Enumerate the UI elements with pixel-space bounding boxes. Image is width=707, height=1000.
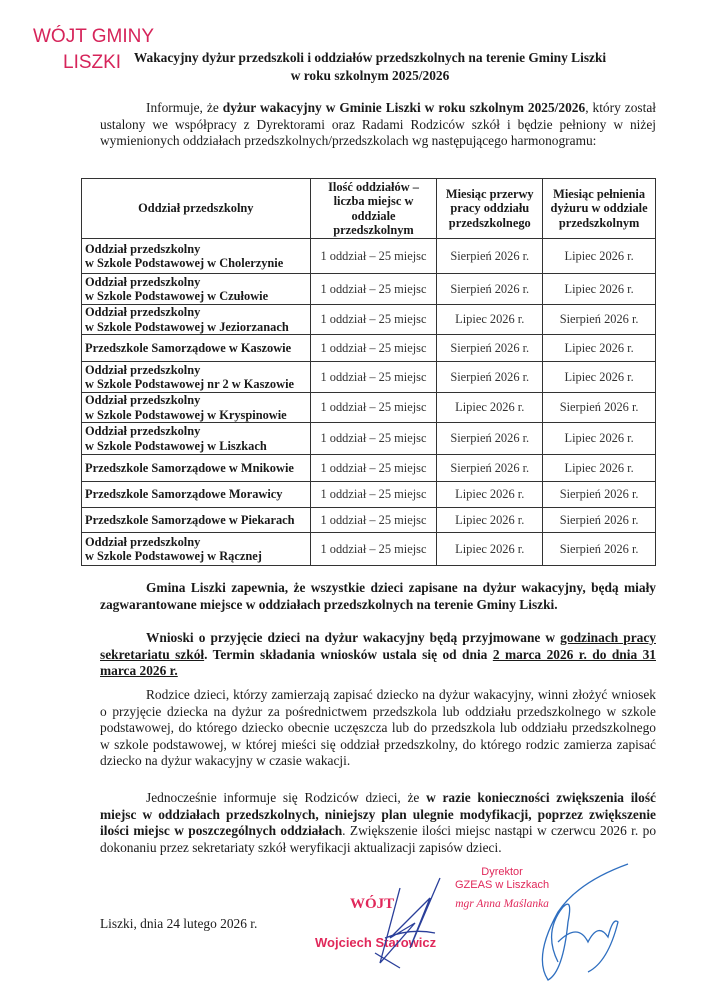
- oddzial-name-line-1: Przedszkole Samorządowe Morawicy: [85, 487, 283, 502]
- cell-ilosc: 1 oddział – 25 miejsc: [310, 455, 437, 482]
- cell-oddzial: [82, 508, 311, 533]
- header-przerwa: Miesiąc przerwy pracy oddziału przedszkolnego: [437, 179, 543, 239]
- cell-dyzur: Sierpień 2026 r.: [543, 482, 656, 508]
- cell-przerwa: Sierpień 2026 r.: [437, 239, 543, 274]
- cell-dyzur: Lipiec 2026 r.: [543, 239, 656, 274]
- director-stamp-line-2: GZEAS w Liszkach: [455, 879, 550, 891]
- cell-przerwa: Lipiec 2026 r.: [437, 533, 543, 566]
- table-header-row: [82, 179, 656, 239]
- parents-paragraph: Rodzice dzieci, którzy zamierzają zapisać dziecko na dyżur wakacyjny, winni złożyć wniosek o przyjęcie dziecka na dyżur za pośrednictwem przedszkola lub oddziału przedszkolnego w szkole podstawowej, do którego dziecko obecnie uczęszcza lub do przedszkola lub oddziału przedszkolnego w szkole podstawowej, w której mieści się oddział przedszkolny, do którego rodzic zamierza zapisać dziecko na dyżur wakacyjny w czasie wakacji.: [100, 687, 656, 768]
- cell-dyzur: Sierpień 2026 r.: [543, 508, 656, 533]
- oddzial-name-line-2: w Szkole Podstawowej w Czułowie: [85, 289, 269, 303]
- director-stamp-line-1: Dyrektor: [481, 866, 523, 878]
- cell-oddzial: [82, 423, 311, 455]
- cell-dyzur: Sierpień 2026 r.: [543, 533, 656, 566]
- date-place: Liszki, dnia 24 lutego 2026 r.: [100, 916, 258, 931]
- cell-ilosc: 1 oddział – 25 miejsc: [310, 482, 437, 508]
- cell-przerwa: Lipiec 2026 r.: [437, 482, 543, 508]
- table-row: [82, 305, 656, 335]
- cell-dyzur: Lipiec 2026 r.: [543, 455, 656, 482]
- modification-text-b: . Zwiększenie ilości miejsc nastąpi w czerwcu 2026 r. po dokonaniu przez sekretariaty szkół weryfikacji aktualizacji zapisów dzieci.: [100, 823, 657, 855]
- intro-prefix: Informuje, że: [146, 100, 223, 115]
- title-line-1: Wakacyjny dyżur przedszkoli i oddziałów przedszkolnych na terenie Gminy Liszki: [133, 50, 607, 65]
- oddzial-name-line-1: Przedszkole Samorządowe w Mnikowie: [85, 460, 294, 475]
- guarantee-paragraph: Gmina Liszki zapewnia, że wszystkie dzieci zapisane na dyżur wakacyjny, będą miały zagwarantowane miejsce w oddziałach przedszkolnych na terenie Gminy Liszki.: [100, 580, 656, 612]
- header-ilosc: Ilość oddziałów – liczba miejsc w oddziale przedszkolnym: [310, 179, 437, 239]
- oddzial-name-line-1: Oddział przedszkolny: [85, 393, 201, 407]
- applications-paragraph: [100, 630, 656, 680]
- oddzial-name-line-2: w Szkole Podstawowej nr 2 w Kaszowie: [85, 377, 295, 391]
- header-dyzur: Miesiąc pełnienia dyżuru w oddziale przedszkolnym: [543, 179, 656, 239]
- oddzial-name-line-2: w Szkole Podstawowej w Cholerzynie: [85, 256, 284, 270]
- applications-hours: godzinach pracy sekretariatu szkół: [100, 630, 656, 662]
- intro-paragraph: [100, 100, 656, 150]
- applications-text-b: . Termin składania wniosków ustala się od dnia: [204, 646, 493, 662]
- modification-paragraph: [100, 790, 656, 856]
- header-oddzial: Oddział przedszkolny: [82, 179, 311, 239]
- cell-oddzial: [82, 393, 311, 423]
- cell-oddzial: [82, 455, 311, 482]
- modification-bold: w razie konieczności zwiększenia ilość miejsc w oddziałach przedszkolnych, niniejszy plan ulegnie modyfikacji, poprzez zwiększenie ilości miejsc w poszczególnych oddziałach: [100, 790, 656, 838]
- cell-dyzur: Lipiec 2026 r.: [543, 335, 656, 362]
- cell-oddzial: [82, 533, 311, 566]
- cell-dyzur: Lipiec 2026 r.: [543, 274, 656, 305]
- table-row: [82, 335, 656, 362]
- cell-przerwa: Sierpień 2026 r.: [437, 455, 543, 482]
- wojt-signature-icon: [370, 868, 450, 973]
- oddzial-name-line-1: Oddział przedszkolny: [85, 362, 201, 377]
- oddzial-name-line-1: Oddział przedszkolny: [85, 241, 201, 256]
- cell-przerwa: Sierpień 2026 r.: [437, 274, 543, 305]
- oddzial-name-line-2: w Szkole Podstawowej w Rącznej: [85, 549, 262, 563]
- cell-przerwa: Sierpień 2026 r.: [437, 362, 543, 393]
- cell-przerwa: Lipiec 2026 r.: [437, 393, 543, 423]
- wojt-stamp-name: Wojciech Starowicz: [315, 935, 437, 950]
- table-row: [82, 393, 656, 423]
- cell-przerwa: Sierpień 2026 r.: [437, 423, 543, 455]
- oddzial-name-line-1: Oddział przedszkolny: [85, 534, 201, 549]
- oddzial-name-line-1: Oddział przedszkolny: [85, 305, 201, 319]
- cell-dyzur: Lipiec 2026 r.: [543, 423, 656, 455]
- table-row: [82, 508, 656, 533]
- table-row: [82, 274, 656, 305]
- document-title: [100, 49, 640, 85]
- oddzial-name-line-1: Oddział przedszkolny: [85, 424, 201, 438]
- table-row: [82, 482, 656, 508]
- table-row: [82, 533, 656, 566]
- cell-ilosc: 1 oddział – 25 miejsc: [310, 305, 437, 335]
- cell-ilosc: 1 oddział – 25 miejsc: [310, 508, 437, 533]
- oddzial-name-line-1: Przedszkole Samorządowe w Kaszowie: [85, 340, 292, 355]
- cell-ilosc: 1 oddział – 25 miejsc: [310, 362, 437, 393]
- oddzial-name-line-1: Przedszkole Samorządowe w Piekarach: [85, 512, 295, 527]
- cell-oddzial: [82, 482, 311, 508]
- intro-bold: dyżur wakacyjny w Gminie Liszki w roku szkolnym 2025/2026: [222, 100, 586, 115]
- intro-suffix: , który został ustalony we współpracy z Dyrektorami oraz Radami Rodziców szkół i będzie pełniony w niżej wymienionych oddziałach przedszkolnych/przedszkolach wg następującego harmonogramu:: [100, 100, 656, 148]
- cell-oddzial: [82, 335, 311, 362]
- cell-przerwa: Lipiec 2026 r.: [437, 305, 543, 335]
- oddzial-name-line-2: w Szkole Podstawowej w Jeziorzanach: [85, 319, 289, 334]
- cell-ilosc: 1 oddział – 25 miejsc: [310, 274, 437, 305]
- cell-dyzur: Sierpień 2026 r.: [543, 305, 656, 335]
- cell-ilosc: 1 oddział – 25 miejsc: [310, 423, 437, 455]
- table-row: [82, 455, 656, 482]
- cell-oddzial: [82, 362, 311, 393]
- title-line-2: w roku szkolnym 2025/2026: [290, 68, 450, 83]
- schedule-table: [81, 178, 656, 566]
- applications-deadline: 2 marca 2026 r. do dnia 31 marca 2026 r.: [100, 646, 656, 678]
- cell-ilosc: 1 oddział – 25 miejsc: [310, 239, 437, 274]
- cell-oddzial: [82, 239, 311, 274]
- cell-oddzial: [82, 274, 311, 305]
- wojt-stamp-title: WÓJT: [350, 896, 395, 912]
- cell-przerwa: Sierpień 2026 r.: [437, 335, 543, 362]
- applications-text-a: Wnioski o przyjęcie dzieci na dyżur wakacyjny będą przyjmowane w: [146, 630, 561, 645]
- logo-line-2: LISZKI: [63, 52, 122, 73]
- director-signature-icon: [518, 862, 638, 987]
- cell-przerwa: Lipiec 2026 r.: [437, 508, 543, 533]
- cell-ilosc: 1 oddział – 25 miejsc: [310, 335, 437, 362]
- cell-ilosc: 1 oddział – 25 miejsc: [310, 533, 437, 566]
- cell-ilosc: 1 oddział – 25 miejsc: [310, 393, 437, 423]
- table-row: [82, 362, 656, 393]
- modification-text-a: Jednocześnie informuje się Rodziców dzieci, że: [146, 790, 427, 805]
- oddzial-name-line-2: w Szkole Podstawowej w Kryspinowie: [85, 407, 287, 422]
- table-row: [82, 239, 656, 274]
- cell-dyzur: Lipiec 2026 r.: [543, 362, 656, 393]
- logo-line-1: WÓJT GMINY: [33, 26, 155, 47]
- director-stamp-name: mgr Anna Maślanka: [455, 898, 549, 910]
- oddzial-name-line-1: Oddział przedszkolny: [85, 274, 201, 289]
- cell-oddzial: [82, 305, 311, 335]
- table-row: [82, 423, 656, 455]
- cell-dyzur: Sierpień 2026 r.: [543, 393, 656, 423]
- oddzial-name-line-2: w Szkole Podstawowej w Liszkach: [85, 438, 267, 453]
